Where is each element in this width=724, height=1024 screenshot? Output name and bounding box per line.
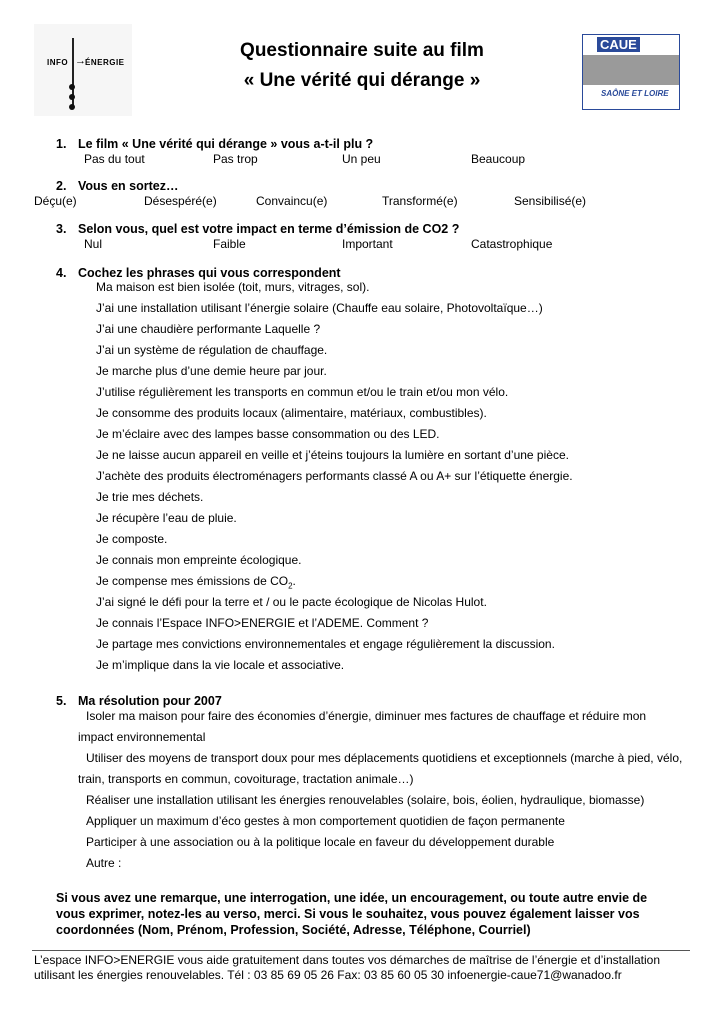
co2-subscript: 2	[288, 581, 293, 591]
q5-resolution[interactable]: Appliquer un maximum d’éco gestes à mon comportement quotidien de façon permanente	[86, 814, 565, 828]
page-title: Questionnaire suite au film	[240, 40, 484, 61]
closing-line: vous exprimer, notez-les au verso, merci. Si vous le souhaitez, vous pouvez également laisser vos	[56, 907, 640, 921]
q4-statement-text: Je compense mes émissions de CO	[96, 574, 289, 588]
q3-option[interactable]: Catastrophique	[471, 237, 553, 251]
question-label: Le film « Une vérité qui dérange » vous a-t-il plu ?	[78, 137, 374, 151]
q4-statement[interactable]: Je marche plus d’une demie heure par jour.	[96, 364, 327, 378]
q4-statement[interactable]: Je récupère l’eau de pluie.	[96, 511, 237, 525]
q5-resolution[interactable]: Isoler ma maison pour faire des économies d’énergie, diminuer mes factures de chauffage et réduire mon	[86, 709, 647, 723]
q1-option[interactable]: Beaucoup	[471, 152, 526, 166]
q4-statement[interactable]: Je m’implique dans la vie locale et associative.	[96, 658, 345, 672]
question-5-heading	[56, 694, 222, 708]
arrow-icon: →	[75, 55, 86, 67]
q4-statement[interactable]: Je ne laisse aucun appareil en veille et j’éteins toujours la lumière en sortant d’une pièce.	[96, 448, 569, 462]
q5-resolution[interactable]: Réaliser une installation utilisant les énergies renouvelables (solaire, bois, éolien, hydraulique, biomasse)	[86, 793, 645, 807]
closing-line: Si vous avez une remarque, une interrogation, une idée, un encouragement, ou toute autre envie de	[56, 891, 648, 905]
question-label: Cochez les phrases qui vous correspondent	[78, 266, 341, 280]
q5-resolution-other[interactable]: Autre :	[86, 856, 122, 870]
logo-band	[583, 55, 679, 85]
footer	[34, 953, 694, 983]
footer-divider	[32, 950, 690, 951]
q1-option[interactable]: Un peu	[342, 152, 381, 166]
footer-line: utilisant les énergies renouvelables. Tél : 03 85 69 05 26 Fax: 03 85 60 05 30 infoenergie-caue71@wanadoo.fr	[34, 968, 622, 982]
logo-left-part1: INFO	[47, 58, 69, 67]
q4-statement[interactable]: Je composte.	[96, 532, 168, 546]
q3-option[interactable]: Nul	[84, 237, 103, 251]
question-label: Ma résolution pour 2007	[78, 694, 222, 708]
q4-statement[interactable]: Je connais l’Espace INFO>ENERGIE et l’ADEME. Comment ?	[96, 616, 429, 630]
caue-logo-name: CAUE	[597, 37, 640, 52]
q4-statement[interactable]: Ma maison est bien isolée (toit, murs, vitrages, sol).	[96, 280, 370, 294]
question-number: 4.	[56, 266, 67, 280]
q5-resolution[interactable]: Participer à une association ou à la politique locale en faveur du développement durable	[86, 835, 555, 849]
q3-option[interactable]: Faible	[213, 237, 246, 251]
question-label: Vous en sortez…	[78, 179, 179, 193]
question-number: 2.	[56, 179, 67, 193]
caue-logo	[582, 34, 680, 110]
q5-resolution-continued: train, transports en commun, covoiturage, tractation animale…)	[78, 772, 414, 786]
caue-logo-sub: SAÔNE ET LOIRE	[601, 89, 669, 98]
q2-option[interactable]: Sensibilisé(e)	[514, 194, 587, 208]
footer-line: L’espace INFO>ENERGIE vous aide gratuitement dans toutes vos démarches de maîtrise de l’énergie et d’installation	[34, 953, 660, 967]
page-subtitle: « Une vérité qui dérange »	[243, 70, 481, 91]
question-3-heading	[56, 222, 459, 236]
q4-statement[interactable]: Je consomme des produits locaux (alimentaire, matériaux, combustibles).	[96, 406, 487, 420]
q4-statement-end: .	[292, 574, 296, 588]
q4-statement[interactable]: Je partage mes convictions environnementales et engage régulièrement la discussion.	[96, 637, 555, 651]
logo-dot	[69, 104, 75, 110]
q2-option[interactable]: Convaincu(e)	[256, 194, 328, 208]
q5-resolution-continued: impact environnemental	[78, 730, 206, 744]
question-2-heading	[56, 179, 178, 193]
q5-resolution[interactable]: Utiliser des moyens de transport doux pour mes déplacements quotidiens et exceptionnels (marche à pied, vélo,	[86, 751, 683, 765]
q4-statement[interactable]: J’ai une chaudière performante Laquelle ?	[96, 322, 321, 336]
q1-option[interactable]: Pas trop	[213, 152, 258, 166]
q4-statement[interactable]: J’ai un système de régulation de chauffage.	[96, 343, 328, 357]
q4-statement[interactable]: J’utilise régulièrement les transports en commun et/ou le train et/ou mon vélo.	[96, 385, 509, 399]
q4-statement[interactable]: J’ai une installation utilisant l’énergie solaire (Chauffe eau solaire, Photovoltaïque…)	[96, 301, 543, 315]
q2-option[interactable]: Déçu(e)	[34, 194, 77, 208]
question-number: 3.	[56, 222, 67, 236]
q1-option[interactable]: Pas du tout	[84, 152, 145, 166]
question-label: Selon vous, quel est votre impact en terme d’émission de CO2 ?	[78, 222, 460, 236]
q4-statement[interactable]: J’achète des produits électroménagers performants classé A ou A+ sur l’étiquette énergie.	[96, 469, 573, 483]
question-1-heading	[56, 137, 373, 151]
closing-line: coordonnées (Nom, Prénom, Profession, Société, Adresse, Téléphone, Courriel)	[56, 923, 531, 937]
q2-option[interactable]: Désespéré(e)	[144, 194, 217, 208]
question-number: 5.	[56, 694, 67, 708]
question-4-heading	[56, 266, 341, 280]
q4-statement[interactable]	[96, 574, 296, 590]
logo-dot	[69, 94, 75, 100]
closing-paragraph	[56, 890, 696, 938]
q4-statement[interactable]: J’ai signé le défi pour la terre et / ou le pacte écologique de Nicolas Hulot.	[96, 595, 487, 609]
q2-option[interactable]: Transformé(e)	[382, 194, 458, 208]
question-number: 1.	[56, 137, 67, 151]
q3-option[interactable]: Important	[342, 237, 393, 251]
logo-left-part2: ÉNERGIE	[85, 58, 125, 67]
q4-statement[interactable]: Je m’éclaire avec des lampes basse consommation ou des LED.	[96, 427, 440, 441]
q4-statement[interactable]: Je trie mes déchets.	[96, 490, 204, 504]
q4-statement[interactable]: Je connais mon empreinte écologique.	[96, 553, 302, 567]
